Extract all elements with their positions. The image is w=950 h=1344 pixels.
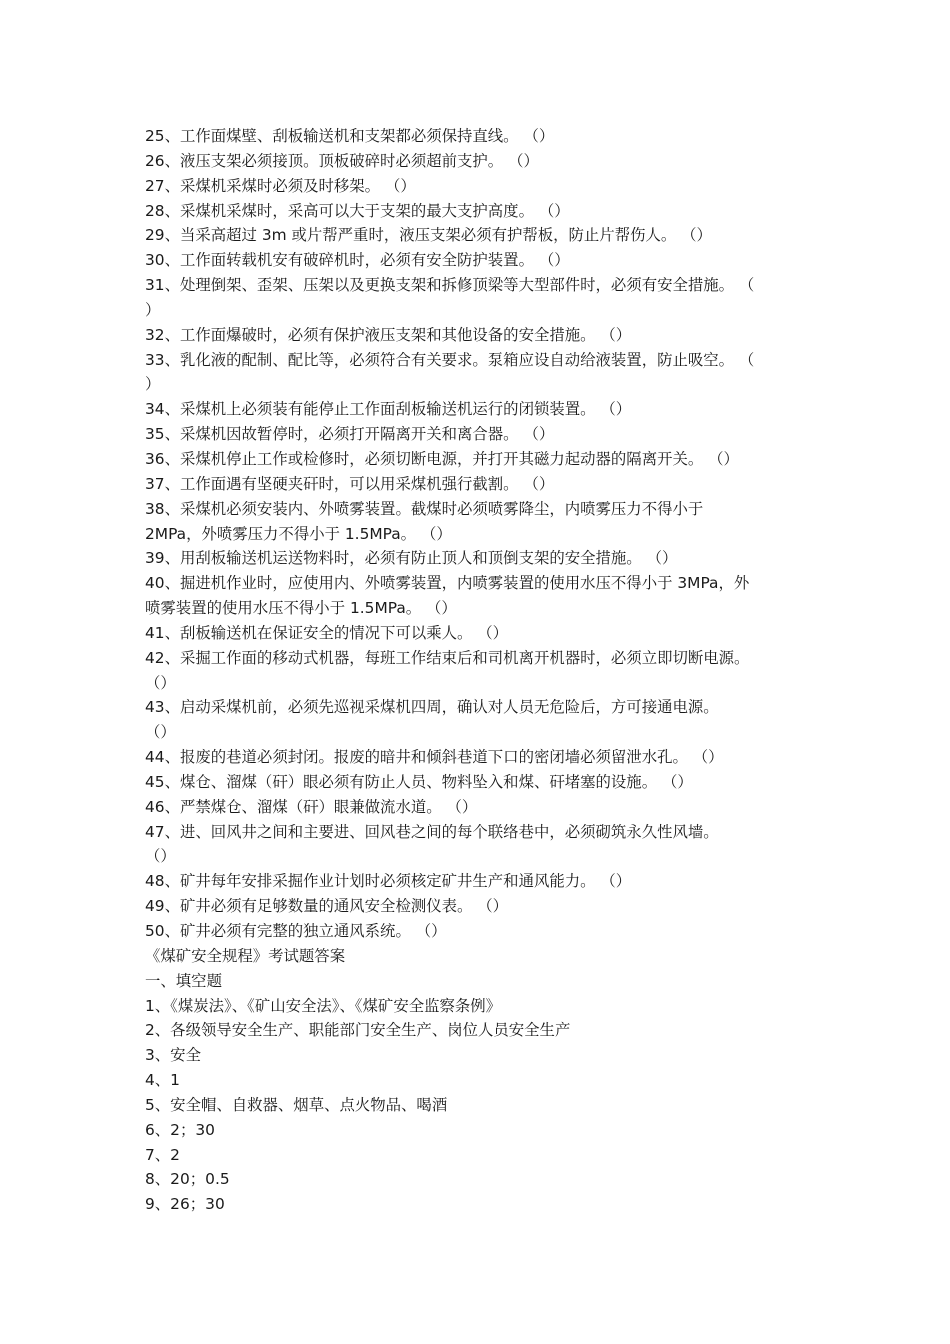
question-item: 42、采掘工作面的移动式机器，每班工作结束后和司机离开机器时，必须立即切断电源。 （） bbox=[145, 648, 750, 692]
question-item: 39、用刮板输送机运送物料时，必须有防止顶人和顶倒支架的安全措施。 （） bbox=[145, 549, 678, 568]
question-item: 45、煤仓、溜煤（矸）眼必须有防止人员、物料坠入和煤、矸堵塞的设施。 （） bbox=[145, 772, 693, 791]
question-item: 25、工作面煤壁、刮板输送机和支架都必须保持直线。 （） bbox=[145, 127, 555, 145]
question-item: 27、采煤机采煤时必须及时移架。 （） bbox=[145, 176, 416, 195]
question-item: 47、进、回风井之间和主要进、回风巷之间的每个联络巷中，必须砌筑永久性风墙。 （） bbox=[145, 822, 719, 866]
answer-item: 5、安全帽、自救器、烟草、点火物品、喝酒 bbox=[145, 1095, 448, 1114]
question-item: 31、处理倒架、歪架、压架以及更换支架和拆修顶梁等大型部件时，必须有安全措施。 （ ） bbox=[145, 276, 755, 319]
answer-item: 9、26；30 bbox=[145, 1195, 225, 1214]
question-item: 26、液压支架必须接顶。顶板破碎时必须超前支护。 （） bbox=[145, 151, 539, 170]
question-item: 40、掘进机作业时，应使用内、外喷雾装置，内喷雾装置的使用水压不得小于 3MPa，外 喷雾装置的使用水压不得小于 1.5MPa。 （） bbox=[145, 574, 750, 618]
question-item: 29、当采高超过 3m 或片帮严重时，液压支架必须有护帮板，防止片帮伤人。 （） bbox=[145, 226, 712, 245]
question-item: 30、工作面转载机安有破碎机时，必须有安全防护装置。 （） bbox=[145, 251, 570, 270]
answer-item: 2、各级领导安全生产、职能部门安全生产、岗位人员安全生产 bbox=[145, 1021, 571, 1040]
answer-item: 3、安全 bbox=[145, 1046, 201, 1065]
question-item: 37、工作面遇有坚硬夹矸时，可以用采煤机强行截割。 （） bbox=[145, 474, 555, 493]
answer-list bbox=[145, 994, 810, 1218]
question-list bbox=[145, 124, 810, 944]
answer-item: 8、20；0.5 bbox=[145, 1170, 230, 1189]
section-title: 一、填空题 bbox=[145, 971, 222, 990]
question-item: 44、报废的巷道必须封闭。报废的暗井和倾斜巷道下口的密闭墙必须留泄水孔。 （） bbox=[145, 748, 724, 767]
question-item: 38、采煤机必须安装内、外喷雾装置。截煤时必须喷雾降尘，内喷雾压力不得小于 2MPa，外喷雾压力不得小于 1.5MPa。 （） bbox=[145, 499, 704, 543]
answer-item: 4、1 bbox=[145, 1071, 180, 1090]
question-item: 48、矿井每年安排采掘作业计划时必须核定矿井生产和通风能力。 （） bbox=[145, 872, 632, 891]
answer-item: 7、2 bbox=[145, 1145, 180, 1164]
question-item: 43、启动采煤机前，必须先巡视采煤机四周，确认对人员无危险后，方可接通电源。 （） bbox=[145, 698, 719, 742]
question-item: 41、刮板输送机在保证安全的情况下可以乘人。 （） bbox=[145, 623, 509, 642]
question-item: 33、乳化液的配制、配比等，必须符合有关要求。泵箱应设自动给液装置，防止吸空。 （ ） bbox=[145, 350, 755, 394]
question-item: 46、严禁煤仓、溜煤（矸）眼兼做流水道。 （） bbox=[145, 797, 478, 816]
question-item: 34、采煤机上必须装有能停止工作面刮板输送机运行的闭锁装置。 （） bbox=[145, 400, 632, 419]
answers-title: 《煤矿安全规程》考试题答案 bbox=[145, 946, 346, 965]
question-item: 36、采煤机停止工作或检修时，必须切断电源，并打开其磁力起动器的隔离开关。 （） bbox=[145, 449, 739, 468]
answer-item: 6、2；30 bbox=[145, 1120, 215, 1139]
document-page bbox=[145, 124, 810, 1217]
question-item: 32、工作面爆破时，必须有保护液压支架和其他设备的安全措施。 （） bbox=[145, 325, 632, 344]
question-item: 28、采煤机采煤时，采高可以大于支架的最大支护高度。 （） bbox=[145, 201, 570, 220]
answer-item: 1、《煤炭法》、《矿山安全法》、《煤矿安全监察条例》 bbox=[145, 996, 502, 1015]
question-item: 50、矿井必须有完整的独立通风系统。 （） bbox=[145, 922, 447, 940]
question-item: 35、采煤机因故暂停时，必须打开隔离开关和离合器。 （） bbox=[145, 425, 555, 444]
question-item: 49、矿井必须有足够数量的通风安全检测仪表。 （） bbox=[145, 897, 509, 916]
